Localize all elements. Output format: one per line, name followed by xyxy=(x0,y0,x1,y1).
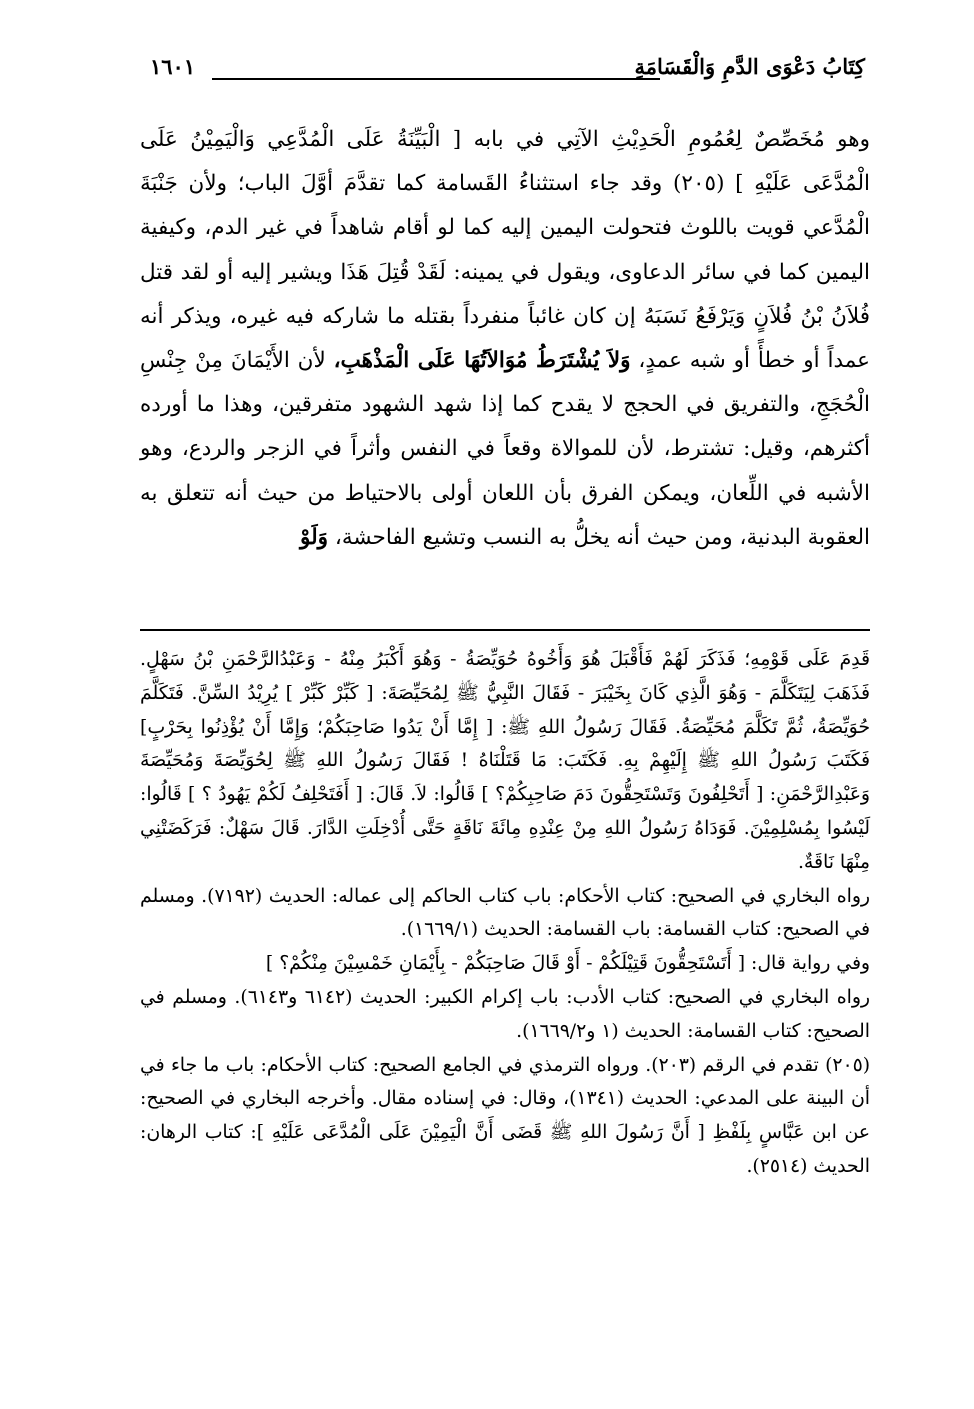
footnote-205 xyxy=(140,1049,870,1184)
running-header xyxy=(150,52,865,88)
main-paragraph-continued: لأن الأَيْمَانَ مِنْ جِنْسِ الْحُجَجِ، والتفريق في الحجج لا يقدح كما إذا شهد الشهود متفرقين، وهذا ما أورده أكثرهم، وقيل: تشترط، لأن للموالاة وقعاً في النفس وأثراً في الزجر والردع، وهو الأشبه في اللِّعان، ويمكن الفرق بأن اللعان أولى بالاحتياط من حيث أنه تتعلق به العقوبة البدنية، ومن حيث أنه يخلُّ به النسب وتشيع الفاحشة، xyxy=(140,348,870,550)
main-text xyxy=(140,118,870,560)
matn-bold-phrase: وَلاَ يُشْتَرَطُ مُوَالاَتُهَا عَلَى الْمَذْهَبِ، xyxy=(333,348,631,374)
page-number: ١٦٠١ xyxy=(150,54,196,79)
main-paragraph xyxy=(140,118,870,560)
chapter-title: كِتَابُ دَعْوَى الدَّمِ وَالْقَسَامَةِ xyxy=(634,54,865,79)
hadith-variant: وفي رواية قال: [ أَتَسْتَحِقُّونَ قَتِيْلَكُمْ - أَوْ قَالَ صَاحِبَكُمْ - بِأَيْمَانِ خَمْسِيْنَ مِنْكُمْ؟ ] xyxy=(265,953,870,975)
header-rule xyxy=(212,78,660,80)
footnote-divider xyxy=(140,629,870,631)
footnote-205-text: تقدم في الرقم (٢٠٣). ورواه الترمذي في الجامع الصحيح: كتاب الأحكام: باب ما جاء في أن البينة على المدعي: الحديث (١٣٤١)، وقال: في إسناده مقال. وأخرجه البخاري في الصحيح: عن ابن عَبَّاسٍ بِلَفْظِ [ أَنَّ رَسُولَ اللهِ ﷺ قَضَى أَنَّ الْيَمِيْنَ عَلَى الْمُدَّعَى عَلَيْهِ ]: كتاب الرهان: الحديث (٢٥١٤). xyxy=(140,1054,870,1177)
hadith-reference-2: رواه البخاري في الصحيح: كتاب الأدب: باب إكرام الكبير: الحديث (٦١٤٢ و٦١٤٣). ومسلم في الصحيح: كتاب القسامة: الحديث (١ و١٦٦٩/٢). xyxy=(140,986,870,1042)
footnotes xyxy=(140,643,870,1184)
footnote-number: (٢٠٥) xyxy=(825,1054,871,1076)
hadith-text: قَدِمَ عَلَى قَوْمِهِ؛ فَذَكَرَ لَهُمْ فَأَقْبَلَ هُوَ وَأَخُوهُ حُوَيِّصَةُ - وَهُوَ أَكْبَرُ مِنْهُ - وَعَبْدُالرَّحْمَنِ بْنُ سَهْلٍ. فَذَهَبَ لِيَتَكَلَّمَ - وَهُوَ الَّذِي كَانَ بِخَيْبَرَ - فَقَالَ النَّبِيُّ ﷺ لِمُحَيِّصَةَ: [ كَبِّرْ كَبِّرْ ] يُرِيْدُ السِّنَّ. فَتَكَلَّمَ حُوَيِّصَةُ، ثُمَّ تَكَلَّمَ مُحَيِّصَةُ. فَقَالَ رَسُولُ اللهِ ﷺ: [ إِمَّا أَنْ يَدُوا صَاحِبَكُمْ؛ وَإِمَّا أَنْ يُؤْذِنُوا بِحَرْبٍ] فَكَتَبَ رَسُولُ اللهِ ﷺ إِلَيْهِمْ بِهِ. فَكَتَبَ: مَا قَتَلْنَاهُ ! فَقَالَ رَسُولُ اللهِ ﷺ لِحُوَيِّصَةَ وَمُحَيِّصَةَ وَعَبْدِالرَّحْمَنِ: [ أَتَحْلِفُونَ وَتَسْتَحِقُّونَ دَمَ صَاحِبِكُمْ؟ ] قَالُوا: لاَ. قَالَ: [ أَفَتَحْلِفُ لَكُمْ يَهُودُ ؟ ] قَالُوا: لَيْسُوا بِمُسْلِمِيْنَ. فَوَدَاهُ رَسُولُ اللهِ مِنْ عِنْدِهِ مِائَةَ نَاقَةٍ حَتَّى أُدْخِلَتِ الدَّارَ. قَالَ سَهْلٌ: فَرَكَضَتْنِي مِنْهَا نَاقَةٌ. xyxy=(140,649,870,873)
matn-last-word: وَلَوْ xyxy=(300,524,329,550)
main-paragraph-text: وهو مُخَصِّصٌ لِعُمُومِ الْحَدِيْثِ الآتِي في بابه [ الْبَيِّنَةُ عَلَى الْمُدَّعِي وَالْيَمِيْنُ عَلَى الْمُدَّعَى عَلَيْهِ ] (٢٠٥) وقد جاء استثناءُ القَسامة كما تقدَّمَ أوَّلَ الباب؛ ولأن جَنْبَةَ الْمُدَّعي قويت باللوث فتحولت اليمين إليه كما لو أقام شاهداً في غير الدم، وكيفية اليمين كما في سائر الدعاوى، ويقول في يمينه: لَقَدْ قُتِلَ هَذَا ويشير إليه أو لقد قتل فُلاَنُ بْنُ فُلاَنٍ وَيَرْفَعُ نَسَبَهُ إن كان غائباً منفرداً بقتله ما شاركه فيه غيره، ويذكر أنه عمداً أو خطأً أو شبه عمدٍ، xyxy=(140,127,870,374)
hadith-reference-1: رواه البخاري في الصحيح: كتاب الأحكام: باب كتاب الحاكم إلى عماله: الحديث (٧١٩٢). ومسلم في الصحيح: كتاب القسامة: باب القسامة: الحديث (١٦٦٩/١). xyxy=(140,885,870,941)
